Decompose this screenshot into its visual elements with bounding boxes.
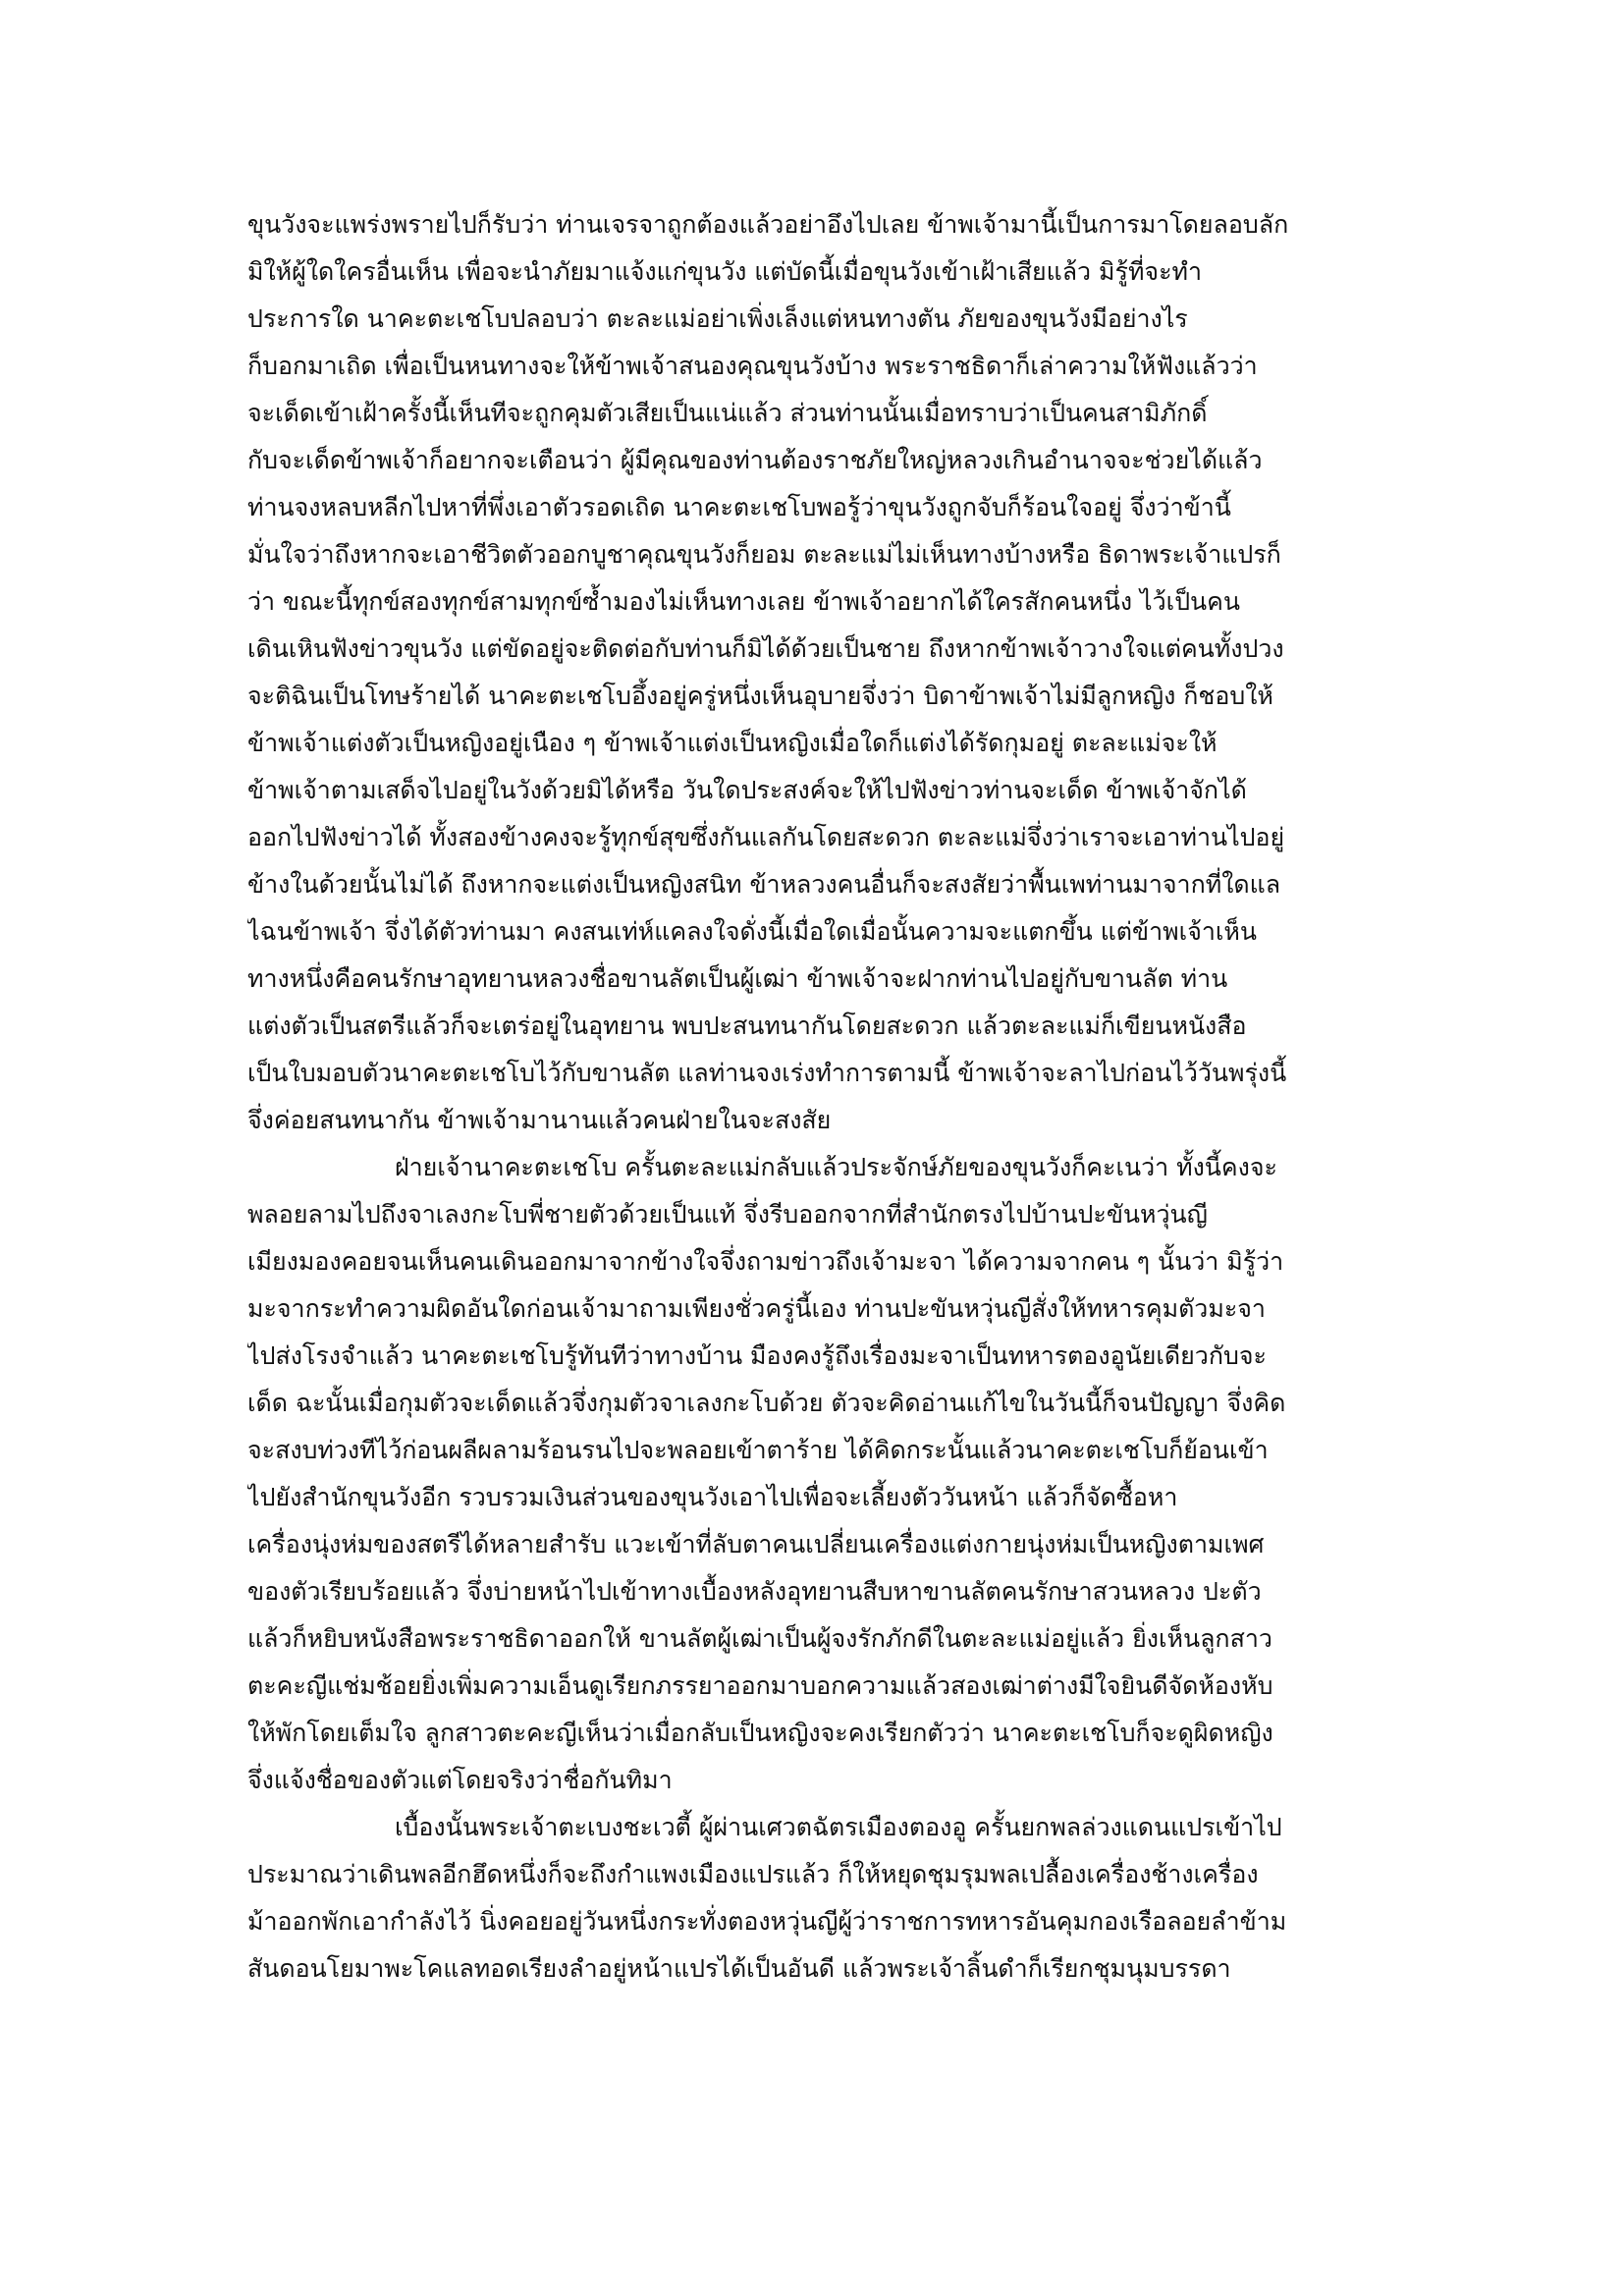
paragraph [247, 1804, 1386, 1993]
text-line: จะติฉินเป็นโทษร้ายได้ นาคะตะเชโบอึ้งอยู่ครู่หนึ่งเห็นอุบายจึ่งว่า บิดาข้าพเจ้าไม่มีลูกหญิง ก็ชอบให้ [247, 682, 1273, 710]
body-text [247, 201, 1386, 1993]
text-line: มิให้ผู้ใดใครอื่นเห็น เพื่อจะนำภัยมาแจ้งแก่ขุนวัง แต่บัดนี้เมื่อขุนวังเข้าเฝ้าเสียแล้ว มิรู้ที่จะทำ [247, 257, 1203, 286]
text-line: สันดอนโยมาพะโคแลทอดเรียงลำอยู่หน้าแปรได้เป็นอันดี แล้วพระเจ้าลิ้นดำก็เรียกชุมนุมบรรดา [247, 1954, 1231, 1983]
text-line: จะเด็ดเข้าเฝ้าครั้งนี้เห็นทีจะถูกคุมตัวเสียเป็นแน่แล้ว ส่วนท่านนั้นเมื่อทราบว่าเป็นคนสามิภักดิ์ [247, 399, 1208, 427]
text-line: แต่งตัวเป็นสตรีแล้วก็จะเตร่อยู่ในอุทยาน พบปะสนทนากันโดยสะดวก แล้วตะละแม่ก็เขียนหนังสือ [247, 1011, 1247, 1040]
text-line: จึ่งค่อยสนทนากัน ข้าพเจ้ามานานแล้วคนฝ่ายในจะสงสัย [247, 1106, 832, 1134]
text-line: ม้าออกพักเอากำลังไว้ นิ่งคอยอยู่วันหนึ่งกระทั่งตองหวุ่นญีผู้ว่าราชการทหารอันคุมกองเรือลอยลำข้าม [247, 1907, 1287, 1936]
text-line: ข้าพเจ้าตามเสด็จไปอยู่ในวังด้วยมิได้หรือ วันใดประสงค์จะให้ไปฟังข่าวท่านจะเด็ด ข้าพเจ้าจักได้ [247, 776, 1247, 804]
text-line: ประมาณว่าเดินพลอีกฮึดหนึ่งก็จะถึงกำแพงเมืองแปรแล้ว ก็ให้หยุดชุมรุมพลเปลื้องเครื่องช้างเครื่อง [247, 1860, 1259, 1888]
text-line: เป็นใบมอบตัวนาคะตะเชโบไว้กับขานลัต แลท่านจงเร่งทำการตามนี้ ข้าพเจ้าจะลาไปก่อนไว้วันพรุ่งนี้ [247, 1059, 1287, 1087]
text-line: ตะคะญีแช่มช้อยยิ่งเพิ่มความเอ็นดูเรียกภรรยาออกมาบอกความแล้วสองเฒ่าต่างมีใจยินดีจัดห้องหับ [247, 1671, 1273, 1700]
text-line: เครื่องนุ่งห่มของสตรีได้หลายสำรับ แวะเข้าที่ลับตาคนเปลี่ยนเครื่องแต่งกายนุ่งห่มเป็นหญิงตามเพศ [247, 1530, 1265, 1558]
text-line: กับจะเด็ดข้าพเจ้าก็อยากจะเตือนว่า ผู้มีคุณของท่านต้องราชภัยใหญ่หลวงเกินอำนาจจะช่วยได้แล้ว [247, 446, 1263, 474]
text-line: จึ่งแจ้งชื่อของตัวแต่โดยจริงว่าชื่อกันทิมา [247, 1766, 673, 1794]
text-line: ข้างในด้วยนั้นไม่ได้ ถึงหากจะแต่งเป็นหญิงสนิท ข้าหลวงคนอื่นก็จะสงสัยว่าพื้นเพท่านมาจากที่ใดแล [247, 870, 1281, 899]
text-line: เบื้องนั้นพระเจ้าตะเบงชะเวตี้ ผู้ผ่านเศวตฉัตรเมืองตองอู ครั้นยกพลล่วงแดนแปรเข้าไป [395, 1813, 1282, 1841]
paragraph [247, 201, 1386, 1144]
text-line: เด็ด ฉะนั้นเมื่อกุมตัวจะเด็ดแล้วจึ่งกุมตัวจาเลงกะโบด้วย ตัวจะคิดอ่านแก้ไขในวันนี้ก็จนปัญญา จึ่งคิด [247, 1389, 1286, 1417]
text-line: มั่นใจว่าถึงหากจะเอาชีวิตตัวออกบูชาคุณขุนวังก็ยอม ตะละแม่ไม่เห็นทางบ้างหรือ ธิดาพระเจ้าแปรก็ [247, 540, 1281, 569]
paragraph [247, 1144, 1386, 1804]
text-line: มะจากระทำความผิดอันใดก่อนเจ้ามาถามเพียงชั่วครู่นี้เอง ท่านปะขันหวุ่นญีสั่งให้ทหารคุมตัวมะจา [247, 1294, 1266, 1323]
text-line: ท่านจงหลบหลีกไปหาที่พึ่งเอาตัวรอดเถิด นาคะตะเชโบพอรู้ว่าขุนวังถูกจับก็ร้อนใจอยู่ จึ่งว่าข้านี้ [247, 493, 1231, 521]
text-line: ให้พักโดยเต็มใจ ลูกสาวตะคะญีเห็นว่าเมื่อกลับเป็นหญิงจะคงเรียกตัวว่า นาคะตะเชโบก็จะดูผิดหญิง [247, 1719, 1273, 1747]
text-line: ไฉนข้าพเจ้า จึ่งได้ตัวท่านมา คงสนเท่ห์แคลงใจดั่งนี้เมื่อใดเมื่อนั้นความจะแตกขึ้น แต่ข้าพเจ้าเห็น [247, 917, 1257, 946]
text-line: ออกไปฟังข่าวได้ ทั้งสองข้างคงจะรู้ทุกข์สุขซึ่งกันแลกันโดยสะดวก ตะละแม่จึ่งว่าเราจะเอาท่านไปอยู่ [247, 823, 1285, 851]
text-line: เดินเหินฟังข่าวขุนวัง แต่ขัดอยู่จะติดต่อกับท่านก็มิได้ด้วยเป็นชาย ถึงหากข้าพเจ้าวางใจแต่คนทั้งปวง [247, 634, 1284, 663]
text-line: ขุนวังจะแพร่งพรายไปก็รับว่า ท่านเจรจาถูกต้องแล้วอย่าอึงไปเลย ข้าพเจ้ามานี้เป็นการมาโดยลอบลัก [247, 210, 1289, 239]
text-line: พลอยลามไปถึงจาเลงกะโบพี่ชายตัวด้วยเป็นแท้ จึ่งรีบออกจากที่สำนักตรงไปบ้านปะขันหวุ่นญี [247, 1200, 1208, 1229]
text-line: เมียงมองคอยจนเห็นคนเดินออกมาจากข้างใจจึ่งถามข่าวถึงเจ้ามะจา ได้ความจากคน ๆ นั้นว่า มิรู้ว่า [247, 1247, 1284, 1276]
text-line: ว่า ขณะนี้ทุกข์สองทุกข์สามทุกข์ซ้ำมองไม่เห็นทางเลย ข้าพเจ้าอยากได้ใครสักคนหนึ่ง ไว้เป็นคน [247, 587, 1240, 616]
text-line: ข้าพเจ้าแต่งตัวเป็นหญิงอยู่เนือง ๆ ข้าพเจ้าแต่งเป็นหญิงเมื่อใดก็แต่งได้รัดกุมอยู่ ตะละแม่จะให้ [247, 729, 1218, 757]
text-line: ฝ่ายเจ้านาคะตะเชโบ ครั้นตะละแม่กลับแล้วประจักษ์ภัยของขุนวังก็คะเนว่า ทั้งนี้คงจะ [395, 1153, 1277, 1181]
text-line: ทางหนึ่งคือคนรักษาอุทยานหลวงชื่อขานลัตเป็นผู้เฒ่า ข้าพเจ้าจะฝากท่านไปอยู่กับขานลัต ท่าน [247, 964, 1228, 993]
text-line: ไปส่งโรงจำแล้ว นาคะตะเชโบรู้ทันทีว่าทางบ้าน มืองคงรู้ถึงเรื่องมะจาเป็นทหารตองอูนัยเดียวกับจะ [247, 1341, 1267, 1370]
text-line: จะสงบท่วงทีไว้ก่อนผลีผลามร้อนรนไปจะพลอยเข้าตาร้าย ได้คิดกระนั้นแล้วนาคะตะเชโบก็ย้อนเข้า [247, 1436, 1269, 1464]
text-line: แล้วก็หยิบหนังสือพระราชธิดาออกให้ ขานลัตผู้เฒ่าเป็นผู้จงรักภักดีในตะละแม่อยู่แล้ว ยิ่งเห็นลูกสาว [247, 1624, 1272, 1653]
text-line: ก็บอกมาเถิด เพื่อเป็นหนทางจะให้ข้าพเจ้าสนองคุณขุนวังบ้าง พระราชธิดาก็เล่าความให้ฟังแล้วว่า [247, 352, 1258, 380]
text-line: ของตัวเรียบร้อยแล้ว จึ่งบ่ายหน้าไปเข้าทางเบื้องหลังอุทยานสืบหาขานลัตคนรักษาสวนหลวง ปะตัว [247, 1577, 1262, 1606]
text-line: ประการใด นาคะตะเชโบปลอบว่า ตะละแม่อย่าเพิ่งเล็งแต่หนทางตัน ภัยของขุนวังมีอย่างไร [247, 304, 1188, 333]
text-line: ไปยังสำนักขุนวังอีก รวบรวมเงินส่วนของขุนวังเอาไปเพื่อจะเลี้ยงตัววันหน้า แล้วก็จัดซื้อหา [247, 1483, 1178, 1511]
